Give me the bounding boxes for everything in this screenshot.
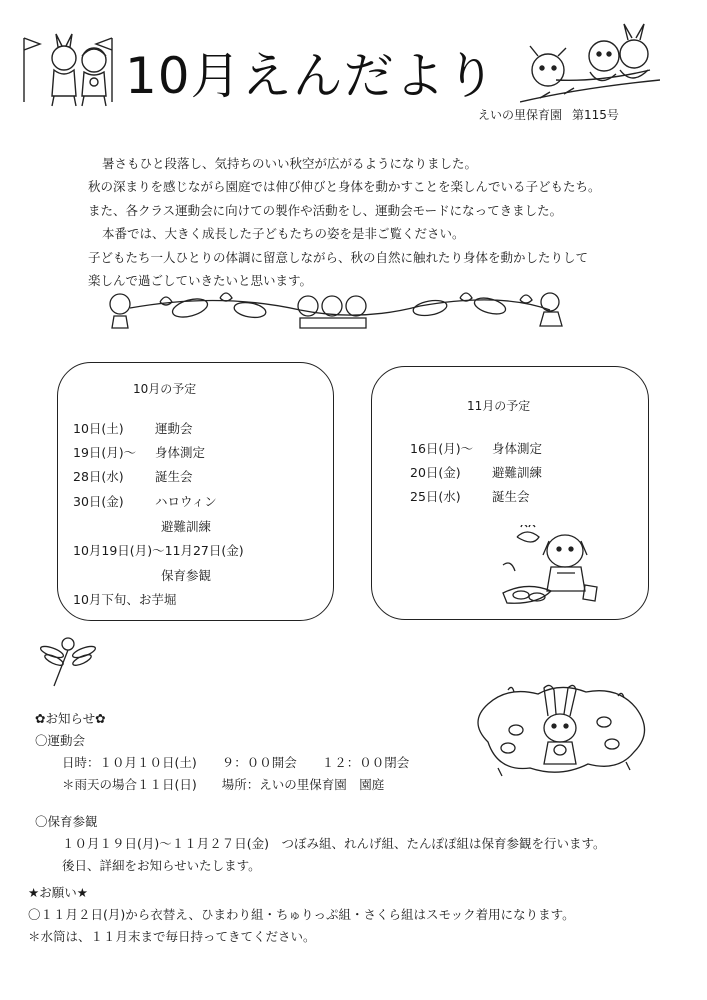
schedule-event: 避難訓練 [161,519,212,534]
intro-text [88,152,601,292]
schedule-event: 誕生会 [492,489,530,504]
intro-line: 暑さもひと段落し、気持ちのいい秋空が広がるようになりました。 [102,156,478,171]
schedule-event: 保育参観 [161,568,212,583]
schedule-row [73,419,193,437]
observation-title: 〇保育参観 [35,814,98,829]
november-schedule-box [371,366,649,620]
schedule-event: 誕生会 [155,469,193,484]
schedule-date: 10月下旬、お芋堀 [73,592,177,607]
schedule-row [73,541,244,559]
november-title: 11月の予定 [467,399,531,413]
dog-with-potatoes-illustration [497,525,607,610]
sports-day-title: 〇運動会 [35,733,86,748]
schedule-event: 身体測定 [155,445,206,460]
schedule-date: 20日(金) [410,465,461,480]
school-issue-line [478,106,619,123]
schedule-event: 避難訓練 [492,465,543,480]
notice-heading: ✿お知らせ✿ [35,711,106,726]
schedule-date: 16日(月)～ [410,441,474,456]
schedule-row [161,517,211,535]
schedule-row [161,566,211,584]
request-heading: ★お願い★ [28,885,88,900]
schedule-row [73,467,193,485]
sports-day-location: ＊雨天の場合１１日(日) 場所：えいの里保育園 園庭 [62,777,385,792]
schedule-row [410,487,530,505]
rabbit-autumn-illustration [468,682,653,782]
schedule-date: 10日(土) [73,421,124,436]
schedule-date: 30日(金) [73,494,124,509]
intro-line: 子どもたち一人ひとりの体調に留意しながら、秋の自然に触れたり身体を動かしたりして [88,249,589,265]
school-name: えいの里保育園 [478,108,563,122]
schedule-event: ハロウィン [155,494,217,509]
schedule-row [73,443,205,461]
schedule-row [73,590,176,608]
request-uniform: 〇１１月２日(月)から衣替え、ひまわり組・ちゅりっぷ組・さくら組はスモック着用になります。 [28,907,575,922]
sports-day-time: 日時：１０月１０日(土) ９：００開会 １２：００閉会 [62,755,410,770]
schedule-row [410,463,542,481]
issue-number: 第115号 [572,108,619,122]
schedule-row [73,492,217,510]
request-water-bottle: ＊水筒は、１１月末まで毎日持ってきてください。 [28,929,316,944]
october-schedule-box [57,362,334,621]
intro-line: 秋の深まりを感じながら園庭では伸び伸びと身体を動かすことを楽しんでいる子どもたち。 [88,179,601,195]
schedule-date: 10月19日(月)～11月27日(金) [73,543,244,558]
intro-line: また、各クラス運動会に向けての製作や活動をし、運動会モードになってきました。 [88,202,563,218]
schedule-date: 28日(水) [73,469,124,484]
observation-followup: 後日、詳細をお知らせいたします。 [62,858,261,873]
page-title: 10月えんだより [125,47,497,105]
dragonfly-illustration [40,634,100,690]
schedule-date: 19日(月)～ [73,445,137,460]
observation-detail: １０月１９日(月)～１１月２７日(金) つぼみ組、れんげ組、たんぽぽ組は保育参観を行います。 [62,836,606,851]
intro-line: 楽しんで過ごしていきたいと思います。 [88,273,313,289]
schedule-event: 身体測定 [492,441,543,456]
intro-line: 本番では、大きく成長した子どもたちの姿を是非ご覧ください。 [102,226,465,242]
october-title: 10月の予定 [133,382,197,396]
schedule-row [410,439,542,457]
tug-of-war-illustration [520,18,660,108]
sweet-potato-vine-divider [100,288,580,332]
kids-with-flags-illustration [14,30,124,110]
schedule-event: 運動会 [155,421,193,436]
schedule-date: 25日(水) [410,489,461,504]
